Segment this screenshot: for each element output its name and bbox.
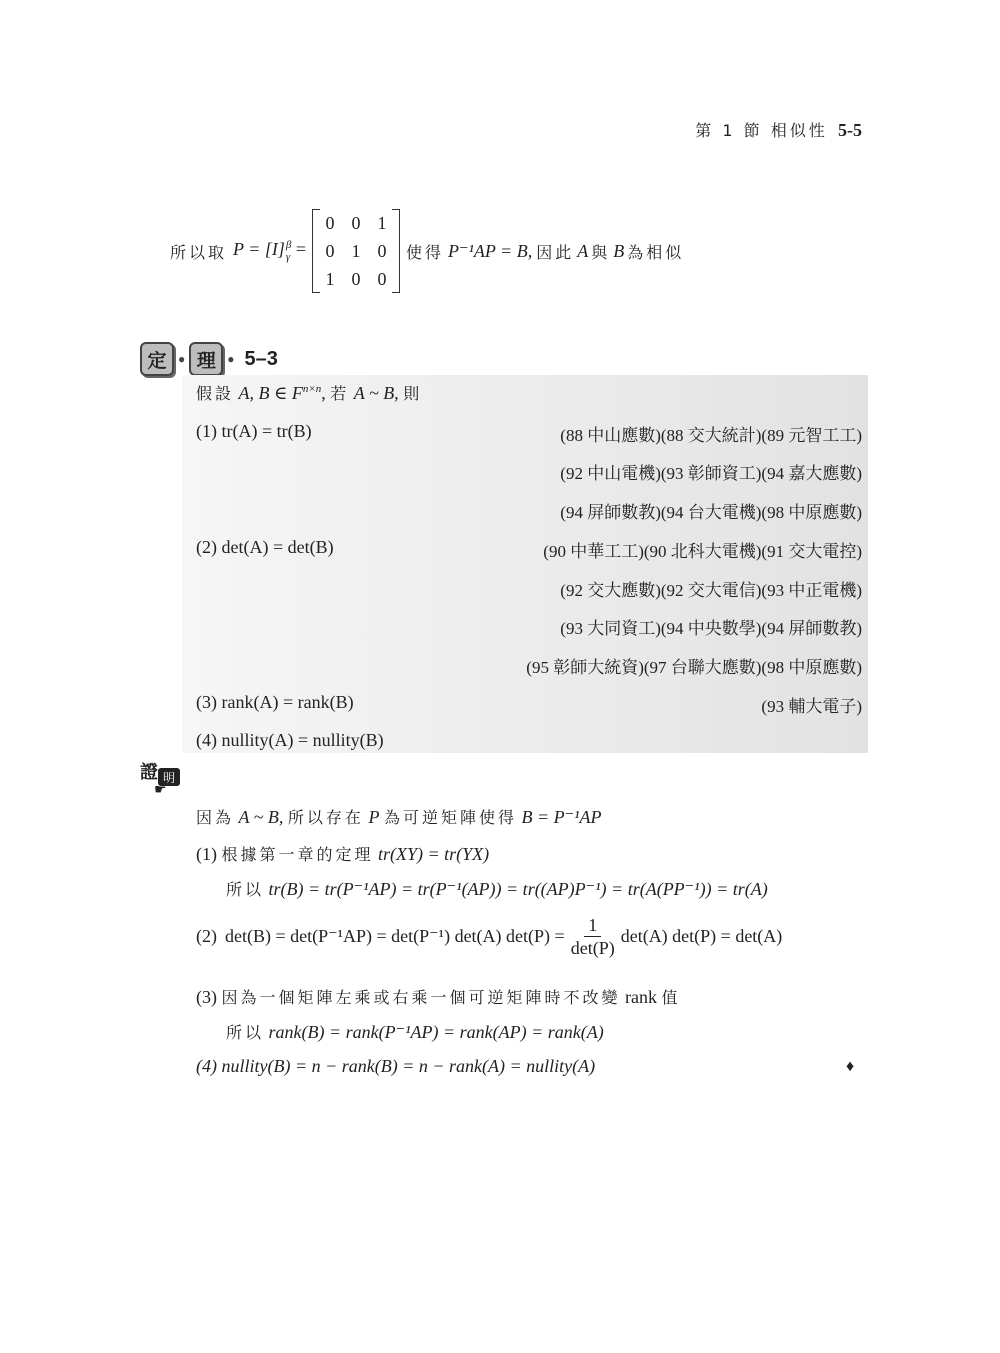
- hypothesis-text: 假設: [196, 384, 235, 403]
- exam-source: (90 中華工工)(90 北科大電機)(91 交大電控): [543, 542, 862, 561]
- separator-dot-icon: ●: [227, 351, 235, 366]
- proof-line-1: [196, 805, 601, 828]
- intro-statement: [170, 206, 684, 296]
- proof-math: A ~ B,: [238, 807, 284, 827]
- matrix-cell: 0: [377, 240, 387, 261]
- proof-text: 值: [661, 988, 681, 1007]
- intro-p-sup: β: [285, 239, 292, 251]
- intro-suffix-math: P⁻¹AP = B,: [448, 240, 533, 261]
- matrix-cell: 0: [377, 268, 387, 289]
- proof-text: 所以存在: [287, 808, 364, 827]
- proof-text: 因為一個矩陣左乘或右乘一個可逆矩陣時不改變: [221, 988, 621, 1007]
- intro-p-sub: γ: [285, 251, 291, 263]
- proof-math: det(A) det(P) = det(A): [620, 926, 783, 946]
- exam-source: (93 輔大電子): [761, 697, 862, 716]
- proof-text: 為可逆矩陣使得: [383, 808, 517, 827]
- theorem-item-4: (4) nullity(A) = nullity(B): [196, 730, 384, 750]
- intro-suffix-a: A: [577, 240, 589, 261]
- theorem-number: 5–3: [244, 347, 278, 370]
- proof-line-2: [196, 842, 489, 865]
- exam-source: (88 中山應數)(88 交大統計)(89 元智工工): [560, 426, 862, 445]
- proof-math: rank: [625, 987, 657, 1007]
- fraction: [567, 914, 619, 959]
- proof-text: 所以: [226, 880, 265, 899]
- proof-char: 證: [140, 762, 158, 783]
- exam-source: (92 交大應數)(92 交大電信)(93 中正電機): [560, 581, 862, 600]
- page-number: 5-5: [838, 120, 862, 140]
- proof-math: P: [368, 807, 380, 827]
- theorem-item-1: (1) tr(A) = tr(B): [196, 421, 312, 441]
- exam-source: (92 中山電機)(93 彰師資工)(94 嘉大應數): [560, 464, 862, 483]
- proof-step-number: (1): [196, 844, 217, 864]
- fraction-numerator: 1: [584, 914, 601, 937]
- matrix-cell: 0: [325, 240, 335, 261]
- matrix-cell: 1: [351, 240, 361, 261]
- theorem-badge: [140, 342, 278, 376]
- theorem-char-1: 定: [140, 342, 174, 376]
- matrix-cell: 0: [351, 268, 361, 289]
- intro-suffix-4: 為相似: [627, 242, 685, 262]
- proof-math: B = P⁻¹AP: [521, 807, 602, 827]
- intro-suffix-1: 使得: [405, 242, 444, 262]
- proof-line-5: [196, 985, 681, 1008]
- proof-step-number: (3): [196, 987, 217, 1007]
- hypothesis-math: A, B ∈ F: [238, 383, 303, 403]
- matrix-cell: 0: [351, 212, 361, 233]
- proof-math: rank(B) = rank(P⁻¹AP) = rank(AP) = rank(A): [268, 1022, 604, 1042]
- intro-suffix-2: 因此: [536, 242, 575, 262]
- hypothesis-text: 若: [330, 384, 350, 403]
- proof-text: 所以: [226, 1023, 265, 1042]
- proof-text: 根據第一章的定理: [221, 845, 374, 864]
- hypothesis-sup: n×n: [302, 383, 322, 395]
- proof-math: det(B) = det(P⁻¹AP) = det(P⁻¹) det(A) det(P) =: [225, 926, 565, 946]
- matrix-cell: 0: [325, 212, 335, 233]
- theorem-item-2: (2) det(A) = det(B): [196, 537, 334, 557]
- pointing-hand-icon: ☛: [154, 783, 167, 798]
- proof-line-6: [226, 1020, 604, 1043]
- qed-diamond-icon: ♦: [846, 1058, 855, 1075]
- proof-math: tr(XY) = tr(YX): [378, 844, 490, 864]
- intro-suffix-3: 與: [591, 242, 611, 262]
- proof-badge: [140, 758, 186, 798]
- page-header: [695, 118, 862, 141]
- matrix-cell: 1: [377, 212, 387, 233]
- section-label: 第 1 節 相似性: [695, 121, 828, 140]
- exam-source: (94 屏師數教)(94 台大電機)(98 中原應數): [560, 503, 862, 522]
- intro-p-def: P = [I]: [233, 239, 285, 260]
- proof-line-7: [196, 1056, 595, 1077]
- fraction-denominator: det(P): [570, 938, 615, 958]
- theorem-item-3: (3) rank(A) = rank(B): [196, 692, 354, 712]
- permutation-matrix: [312, 209, 400, 293]
- separator-dot-icon: ●: [178, 351, 186, 366]
- proof-char-2: 明: [158, 768, 180, 786]
- proof-step-number: (2): [196, 926, 217, 946]
- intro-equals: =: [291, 239, 306, 260]
- hypothesis-text: 則: [403, 384, 423, 403]
- exam-source: (95 彰師大統資)(97 台聯大應數)(98 中原應數): [526, 658, 862, 677]
- proof-line-3: [226, 877, 768, 900]
- theorem-hypothesis: 假設 A, B ∈ $F^{n\times n}$, 若 A ~ B, 則: [196, 383, 423, 403]
- proof-text: 因為: [196, 808, 235, 827]
- proof-math: (4) nullity(B) = n − rank(B) = n − rank(A) = nullity(A): [196, 1056, 596, 1076]
- proof-line-4: [196, 914, 782, 959]
- intro-prefix: 所以取: [170, 242, 228, 262]
- hypothesis-math: A ~ B,: [353, 383, 399, 403]
- exam-source: (93 大同資工)(94 中央數學)(94 屏師數教): [560, 619, 862, 638]
- proof-math: tr(B) = tr(P⁻¹AP) = tr(P⁻¹(AP)) = tr((AP)P⁻¹) = tr(A(PP⁻¹)) = tr(A): [268, 879, 768, 899]
- intro-suffix-b: B: [613, 240, 625, 261]
- theorem-char-2: 理: [189, 342, 223, 376]
- matrix-cell: 1: [325, 268, 335, 289]
